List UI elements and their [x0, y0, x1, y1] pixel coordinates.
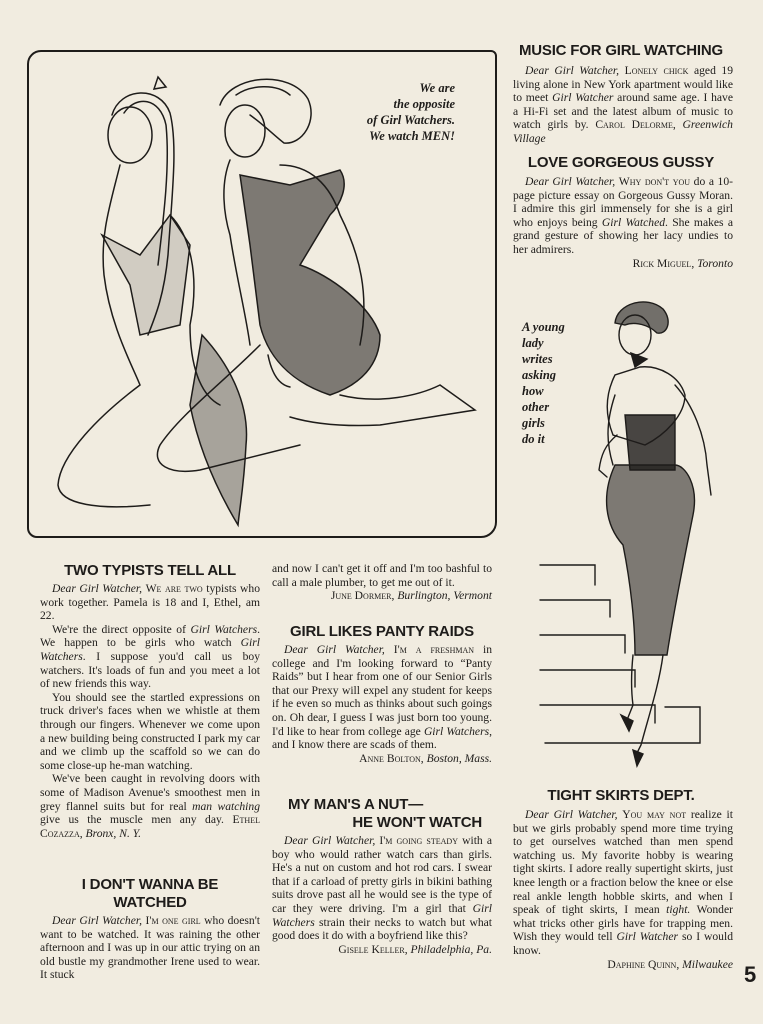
lead-words: I'm a freshman — [393, 643, 475, 656]
lead-words: Lonely chick — [624, 64, 689, 77]
letter-text: , and I know there are scads of them. — [272, 724, 492, 752]
dontwanna-continued — [272, 562, 492, 603]
letter-emphasis: Girl Watchers — [423, 724, 490, 738]
caption-line: We watch MEN! — [369, 129, 455, 143]
letter-text: around same age. I have a Hi-Fi set and the latest album of music to watch girls by. — [513, 91, 733, 132]
nut-heading — [272, 796, 492, 832]
letter-text: realize it but we girls probably spend more time trying to get ourselves watched than men spend watching us. My favorite hobby is wearing tight skirts. I adore really supertight skirts, just knee length or a fraction below the knee or else real ankle length hobble skirts, and when I speak of tight skirts, I mean — [513, 808, 733, 917]
salutation: Dear Girl Watcher, — [525, 808, 618, 821]
letter-text: and now I can't get it off and I'm too bashful to call a male plumber, to get me out of it. — [272, 562, 492, 589]
letter-emphasis: Girl Watched — [601, 215, 666, 229]
caption-line: do it — [522, 432, 545, 446]
salutation: Dear Girl Watcher, — [52, 582, 143, 595]
gussy-heading: LOVE GORGEOUS GUSSY — [527, 154, 715, 171]
letter-text: We've been caught in revolving doors with some of Madison Avenue's smoothest men in grey flannel suits but for real — [40, 772, 260, 813]
nut-letter — [272, 834, 492, 957]
letter-text: with a boy who would rather watch cars than girls. He's a nut on custom and hot rod cars. I swear that if a carload of pretty girls in bikini bathing suits drove past all he would see is the type of car they were driving. I'm a girl that — [272, 834, 492, 915]
letter-text: Wonder what tricks other girls have for trapping men. Wish they would tell — [513, 903, 733, 944]
salutation: Dear Girl Watcher, — [284, 643, 385, 656]
signature-name: Rick Miguel, — [632, 256, 695, 270]
caption-line: the opposite — [393, 97, 455, 111]
letter-emphasis: Girl Watcher — [552, 91, 614, 105]
music-letter — [513, 64, 733, 146]
signature-name: Carol Delorme, — [595, 118, 676, 132]
signature-name: June Dormer, — [330, 589, 395, 603]
letter-text: typists who work together. Pamela is 18 and I, Ethel, am 22. — [40, 582, 260, 623]
signature-place: Milwaukee — [682, 957, 733, 971]
music-heading: MUSIC FOR GIRL WATCHING — [518, 42, 723, 59]
letter-emphasis: man watching — [192, 799, 260, 813]
salutation: Dear Girl Watcher, — [525, 175, 616, 188]
caption-line: A young — [522, 320, 565, 334]
heading-line: WATCHED — [113, 894, 187, 911]
signature-place: Burlington, Vermont — [397, 589, 492, 603]
caption-line: how — [522, 384, 544, 398]
signature-place: Bronx, N. Y. — [85, 826, 142, 840]
letter-text: . We happen to be girls who watch — [40, 622, 261, 650]
letter-emphasis: Girl Watcher — [616, 930, 679, 944]
signature-place: Philadelphia, Pa. — [410, 942, 492, 956]
caption-line: asking — [522, 368, 557, 382]
letter-text: We're the direct opposite of — [52, 622, 191, 636]
letter-text: . She makes a grand gesture of showing her lacy undies to her admirers. — [513, 215, 733, 256]
heading-line: I DON'T WANNA BE — [81, 876, 219, 893]
typists-heading: TWO TYPISTS TELL ALL — [64, 562, 236, 579]
signature-place: Boston, Mass. — [426, 751, 492, 765]
lead-words: I'm going steady — [379, 834, 458, 847]
page-number: 5 — [744, 962, 757, 987]
panty-heading: GIRL LIKES PANTY RAIDS — [290, 623, 474, 640]
signature-name: Ethel Cozazza, — [40, 813, 260, 840]
illustration-caption — [330, 80, 455, 144]
letter-emphasis: Girl Watchers — [272, 901, 492, 929]
letter-text: do a 10-page picture essay on Gorgeous Gussy Moran. I admire this girl immensely for she is a girl who enjoys being — [513, 175, 734, 229]
lead-words: We are two — [145, 582, 203, 595]
heading-line: HE WON'T WATCH — [352, 814, 482, 831]
signature-place: Greenwich Village — [513, 118, 733, 145]
letter-emphasis: Girl Watchers — [40, 636, 260, 663]
letter-text: aged 19 living alone in New York apartment would like to meet — [513, 64, 733, 105]
caption-line: girls — [522, 416, 545, 430]
caption-line: lady — [522, 336, 544, 350]
salutation: Dear Girl Watcher, — [52, 914, 142, 927]
lead-words: You may not — [622, 808, 687, 821]
typists-letter — [40, 582, 260, 840]
letter-text: in college and I'm looking forward to “Panty Raids” but I hear from one of our Senior Girls that our Prexy will expel any student for keeps if he even so much as thinks about such goings on. Oh dear, I guess I was just born too young. I'd like to hear from college age — [272, 643, 492, 738]
caption-line: writes — [522, 352, 553, 366]
signature-place: Toronto — [697, 256, 733, 270]
letter-emphasis: tight. — [666, 903, 691, 917]
letter-text: You should see the startled expressions on truck driver's faces when we whistle at them through our fingers. Whenever we come upon a new building being constructed I park my car and we climb up the scaffold so we can do some close-up he-man watching. — [40, 690, 260, 772]
skirts-letter — [513, 808, 733, 972]
signature-name: Daphine Quinn, — [607, 957, 680, 971]
signature-name: Anne Bolton, — [359, 751, 424, 765]
salutation: Dear Girl Watcher, — [284, 834, 376, 847]
woman-on-stairs-illustration — [535, 295, 720, 770]
letter-text: strain their necks to watch but what good does it do with a boyfriend like this? — [272, 915, 492, 943]
panty-letter — [272, 643, 492, 766]
letter-text: who doesn't want to be watched. It was raining the other afternoon and I was up in our attic trying on an old bustle my grandmother Irene used to wear. It stuck — [40, 914, 260, 982]
caption-line: We are — [419, 81, 455, 95]
caption-line: other — [522, 400, 550, 414]
letter-emphasis: Girl Watchers — [190, 622, 258, 636]
signature-name: Gisele Keller, — [338, 942, 408, 956]
letter-text: give us the muscle men any day. — [40, 813, 224, 827]
skirts-heading: TIGHT SKIRTS DEPT. — [547, 787, 695, 804]
letter-text: so I would know. — [513, 930, 733, 957]
letter-text: . I suppose you'd call us boy watchers. It's loads of fun and you meet a lot of new friends this way. — [40, 649, 260, 691]
gussy-letter — [513, 175, 733, 271]
heading-line: MY MAN'S A NUT— — [288, 796, 424, 813]
salutation: Dear Girl Watcher, — [525, 64, 620, 77]
dontwanna-heading — [40, 876, 260, 912]
dontwanna-letter — [40, 914, 260, 982]
lead-words: Why don't you — [618, 175, 691, 188]
lead-words: I'm one girl — [145, 914, 201, 927]
caption-line: of Girl Watchers. — [366, 113, 455, 127]
